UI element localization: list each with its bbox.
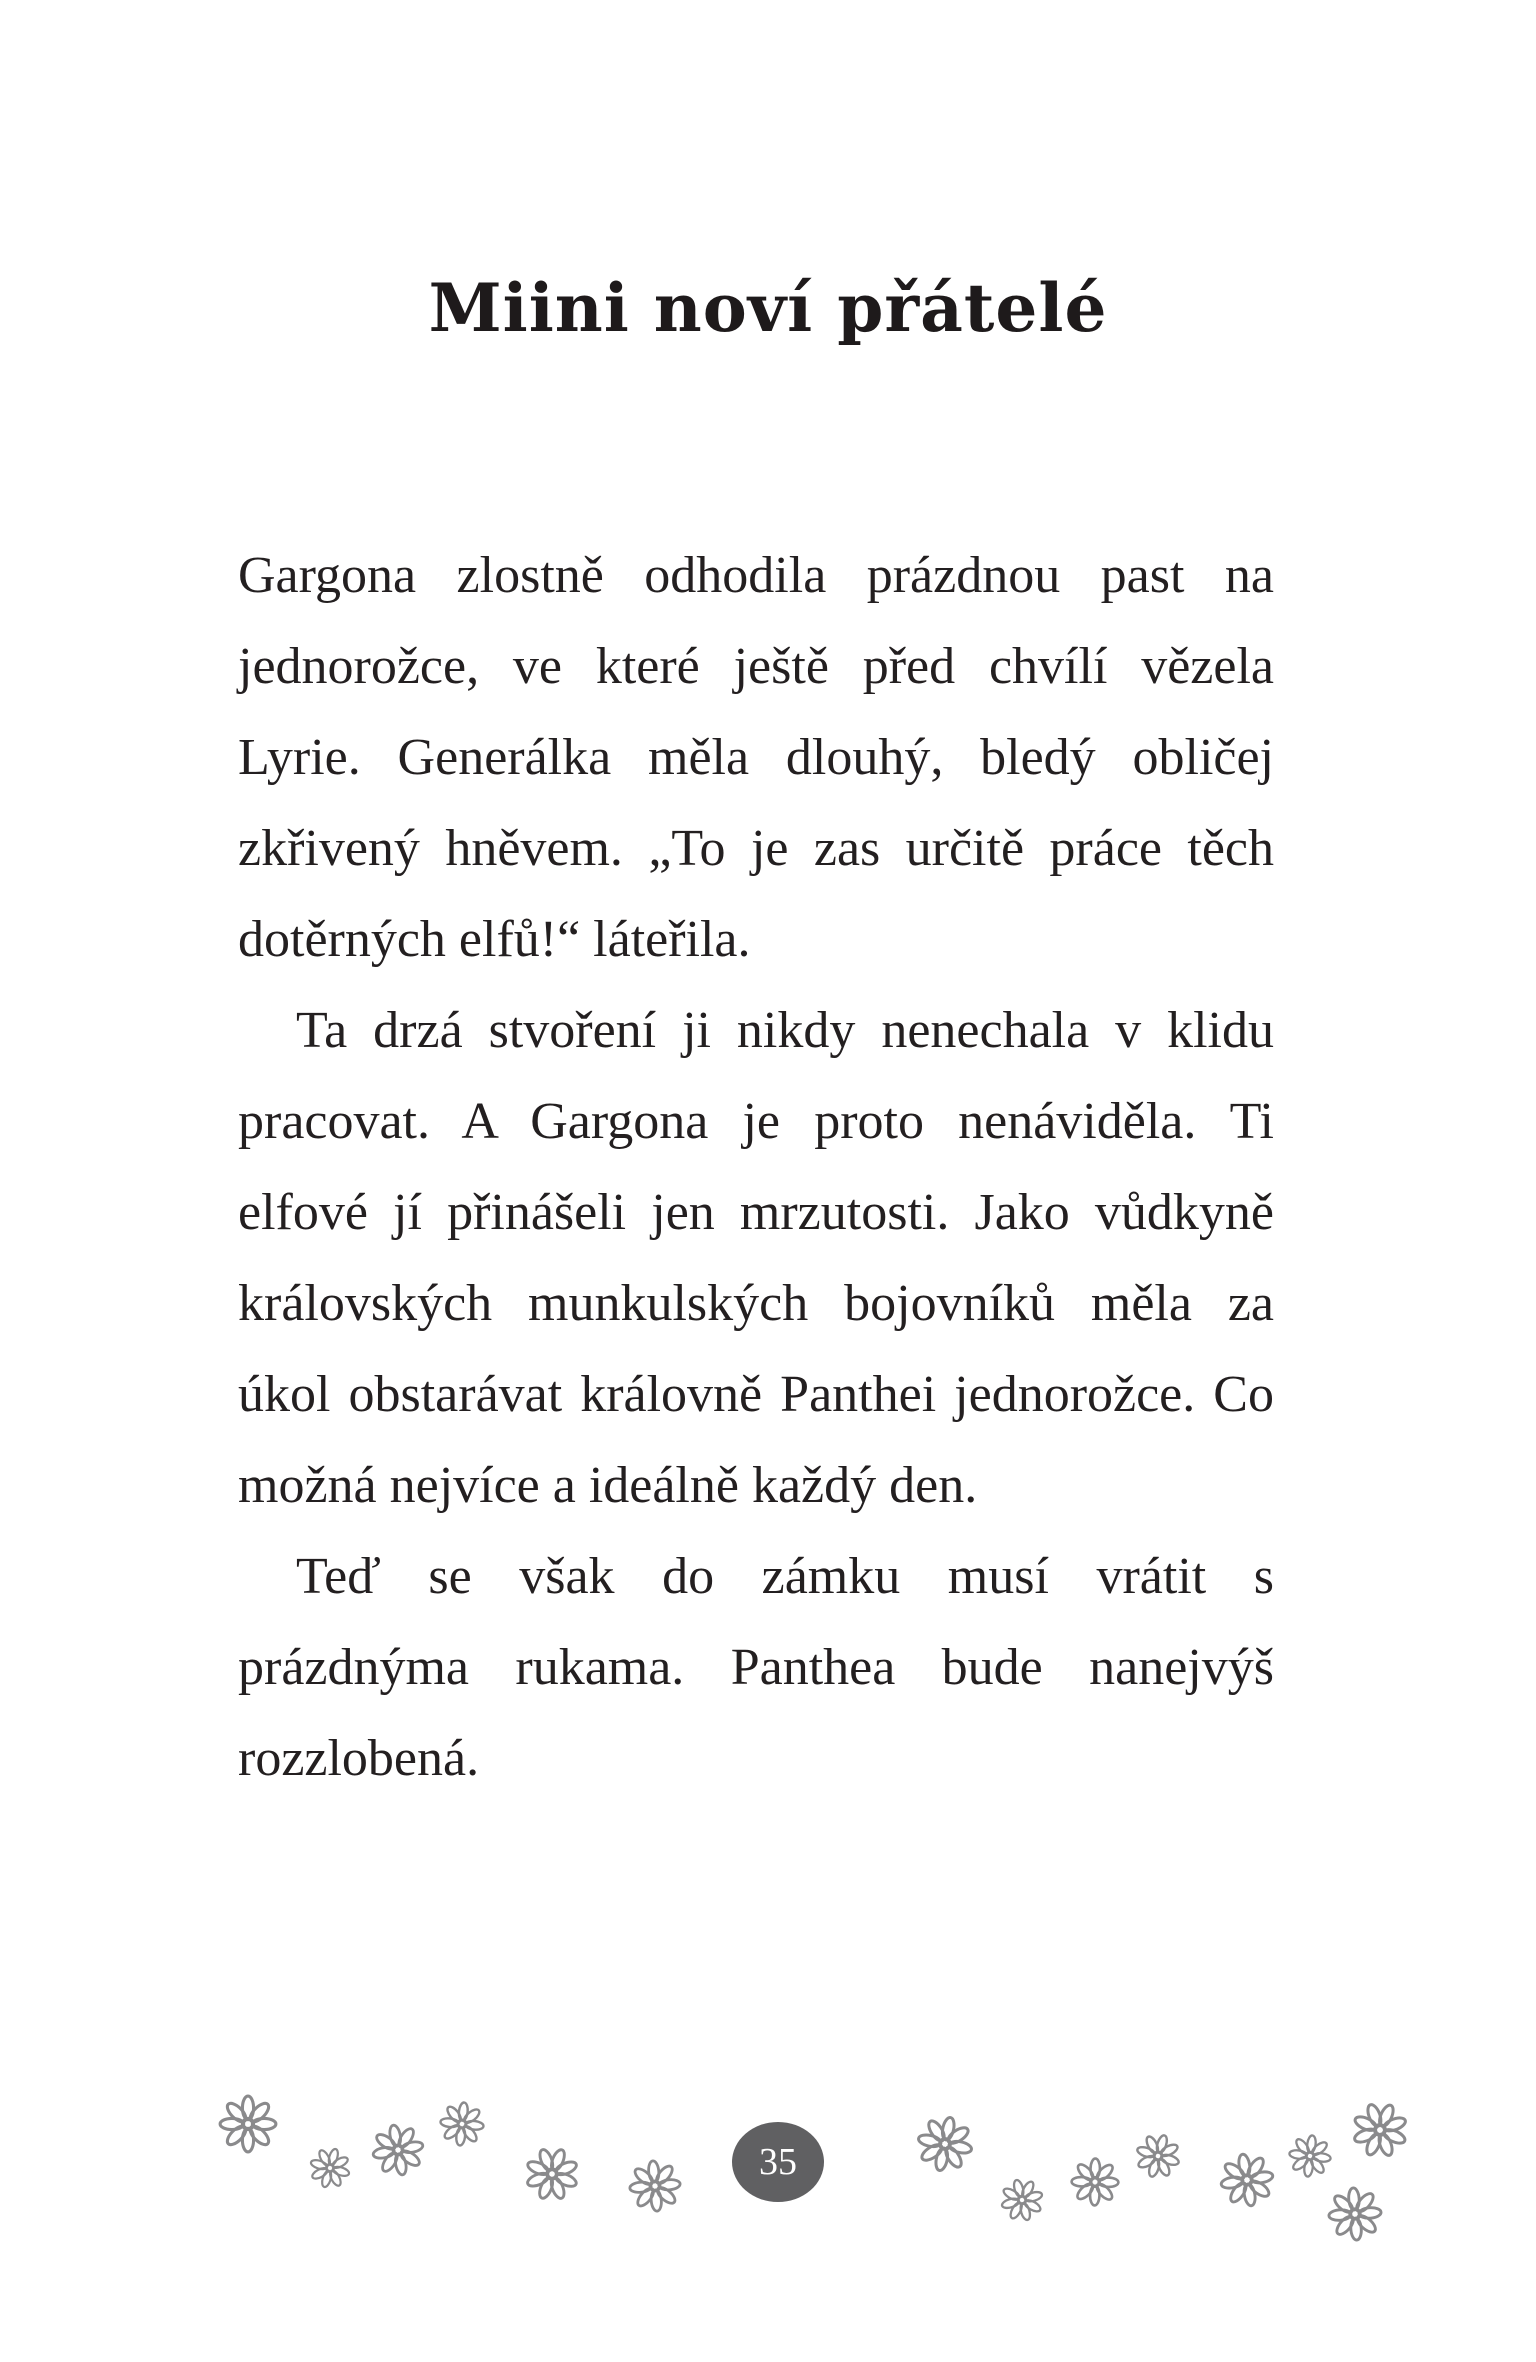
paragraph-3: Teď se však do zámku musí vrátit s prázdnýma rukama. Panthea bude nanejvýš rozzlobená. bbox=[238, 1548, 1274, 1787]
page-footer bbox=[0, 2080, 1536, 2260]
daisy-flower-icon bbox=[1326, 2185, 1384, 2243]
daisy-flower-icon bbox=[915, 2114, 975, 2174]
daisy-flower-icon bbox=[1069, 2156, 1121, 2208]
daisy-flower-icon bbox=[1218, 2151, 1276, 2209]
daisy-flower-icon bbox=[308, 2146, 352, 2190]
paragraph-1: Gargona zlostně odhodila prázdnou past na jednorožce, ve které ještě před chvílí vězela Lyrie. Generálka měla dlouhý, bledý obličej zkřivený hněvem. „To je zas určitě práce těch dotěrných elfů!“ láteřila. bbox=[238, 547, 1274, 968]
body-text bbox=[238, 530, 1274, 1804]
daisy-flower-icon bbox=[1134, 2132, 1182, 2180]
daisy-flower-icon bbox=[1350, 2100, 1410, 2160]
daisy-flower-icon bbox=[1287, 2133, 1333, 2179]
daisy-flower-icon bbox=[627, 2158, 683, 2214]
paragraph-2: Ta drzá stvoření ji nikdy nenechala v klidu pracovat. A Gargona je proto nenáviděla. Ti elfové jí přinášeli jen mrzutosti. Jako vůdkyně královských munkulských bojovníků měla za úkol obstarávat královně Panthei jednorožce. Co možná nejvíce a ideálně každý den. bbox=[238, 1002, 1274, 1514]
daisy-flower-icon bbox=[217, 2093, 279, 2155]
daisy-flower-icon bbox=[999, 2177, 1045, 2223]
page-number: 35 bbox=[732, 2122, 824, 2202]
daisy-flower-icon bbox=[523, 2145, 581, 2203]
daisy-flower-icon bbox=[438, 2100, 486, 2148]
chapter-title: Miini noví přátelé bbox=[428, 269, 1108, 347]
daisy-flower-icon bbox=[370, 2122, 426, 2178]
